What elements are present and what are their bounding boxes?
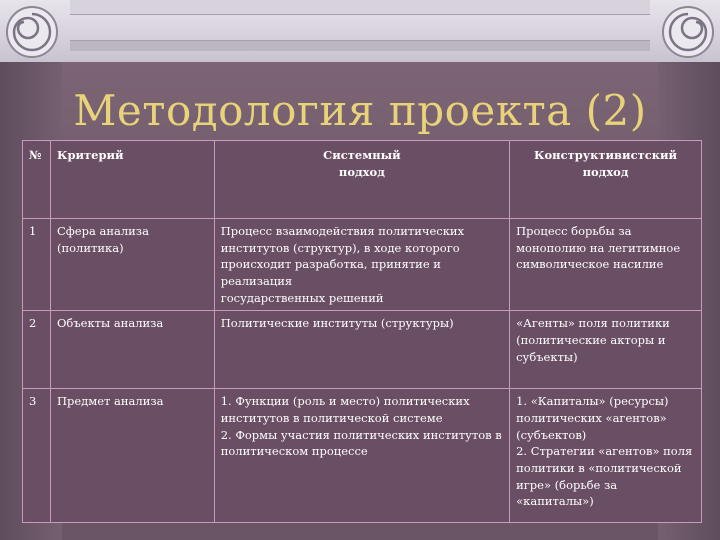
table-header-row — [23, 141, 702, 219]
row-constructivist: 1. «Капиталы» (ресурсы) политических «агентов» (субъектов) 2. Стратегии «агентов» поля политики в «политической игре» (борьбе за «капиталы») — [510, 389, 702, 523]
header-systemic: Системный подход — [214, 141, 509, 219]
row-systemic: Политические институты (структуры) — [214, 311, 509, 389]
capital-band — [70, 0, 650, 15]
table-row — [23, 219, 702, 311]
row-constructivist: Процесс борьбы за монополию на легитимное символическое насилие — [510, 219, 702, 311]
row-criterion: Объекты анализа — [50, 311, 214, 389]
slide-title: Методология проекта (2) — [73, 86, 647, 135]
row-num: 3 — [23, 389, 51, 523]
row-systemic: Процесс взаимодействия политических институтов (структур), в ходе которого происходит разработка, принятие и реализация государственных решений — [214, 219, 509, 311]
row-constructivist: «Агенты» поля политики (политические акторы и субъекты) — [510, 311, 702, 389]
header-criterion: Критерий — [50, 141, 214, 219]
row-num: 1 — [23, 219, 51, 311]
methodology-table — [22, 140, 702, 523]
table-row — [23, 311, 702, 389]
row-criterion: Сфера анализа (политика) — [50, 219, 214, 311]
column-capital — [0, 0, 720, 64]
row-criterion: Предмет анализа — [50, 389, 214, 523]
header-num: № — [23, 141, 51, 219]
volute-right-icon — [660, 4, 716, 60]
table-row — [23, 389, 702, 523]
row-systemic: 1. Функции (роль и место) политических институтов в политической системе 2. Формы участия политических институтов в политическом процессе — [214, 389, 509, 523]
volute-left-icon — [4, 4, 60, 60]
header-constructivist: Конструктивистский подход — [510, 141, 702, 219]
capital-band-lower — [70, 40, 650, 51]
row-num: 2 — [23, 311, 51, 389]
